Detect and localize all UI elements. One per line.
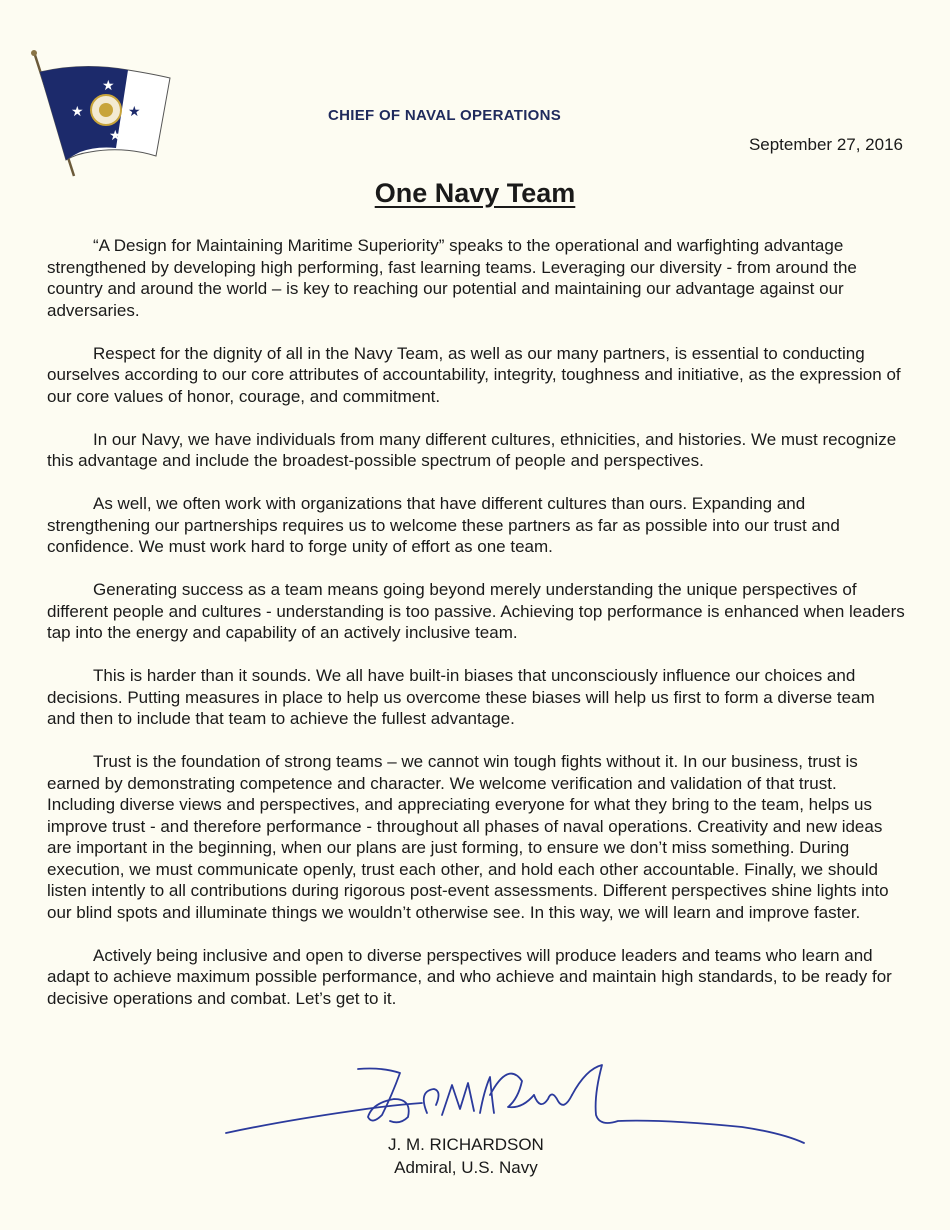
signer-rank: Admiral, U.S. Navy [394, 1158, 538, 1177]
svg-text:★: ★ [102, 78, 115, 94]
signer-name: J. M. RICHARDSON [388, 1135, 544, 1154]
paragraph: As well, we often work with organizations that have different cultures than ours. Expanding and strengthening our partnerships requires us to welcome these partners as far as possible into our trust and confidence. We must work hard to forge unity of effort as one team. [47, 494, 840, 556]
paragraph: Trust is the foundation of strong teams – we cannot win tough fights without it. In our business, trust is earned by demonstrating competence and character. We welcome verification and validation of that trust. Including diverse views and perspectives, and appreciating everyone for what they bring to the team, helps us improve trust - and therefore performance - throughout all phases of naval operations. Creativity and new ideas are important in the beginning, when our plans are just forming, to ensure we don’t miss something. During execution, we must communicate openly, trust each other, and hold each other accountable. Finally, we should listen intently to all contributions during rigorous post-event assessments. Different perspectives shine lights into our blind spots and illuminate things we wouldn’t otherwise see. In this way, we will learn and improve faster. [47, 752, 889, 922]
letter-body [47, 235, 907, 1031]
paragraph: Actively being inclusive and open to diverse perspectives will produce leaders and teams who learn and adapt to achieve maximum possible performance, and who achieve and maintain high standards, to be ready for decisive operations and combat. Let’s get to it. [47, 945, 892, 1008]
paragraph: This is harder than it sounds. We all have built-in biases that unconsciously influence our choices and decisions. Putting measures in place to help us overcome these biases will help us first to form a diverse team and then to include that team to achieve the fullest advantage. [47, 666, 875, 728]
paragraph: “A Design for Maintaining Maritime Superiority” speaks to the operational and warfighting advantage strengthened by developing high performing, fast learning teams. Leveraging our diversity - from around the country and around the world – is key to reaching our potential and maintaining our advantage against our adversaries. [47, 236, 857, 320]
letter-title: One Navy Team [374, 178, 576, 208]
office-heading: CHIEF OF NAVAL OPERATIONS [328, 107, 562, 124]
paragraph: Respect for the dignity of all in the Navy Team, as well as our many partners, is essential to conducting ourselves according to our core attributes of accountability, integrity, toughness and initiative, as the expression of our core values of honor, courage, and commitment. [47, 343, 901, 406]
svg-text:★: ★ [71, 104, 84, 120]
cno-flag-icon [28, 48, 178, 183]
signature-block [388, 1133, 544, 1179]
svg-text:★: ★ [128, 104, 141, 120]
letter-date: September 27, 2016 [748, 135, 903, 154]
paragraph: In our Navy, we have individuals from many different cultures, ethnicities, and histories. We must recognize this advantage and include the broadest-possible spectrum of people and perspectives. [47, 429, 897, 470]
paragraph: Generating success as a team means going beyond merely understanding the unique perspectives of different people and cultures - understanding is too passive. Achieving top performance is enhanced when leaders tap into the energy and capability of an actively inclusive team. [47, 580, 905, 642]
svg-text:★: ★ [109, 128, 122, 144]
